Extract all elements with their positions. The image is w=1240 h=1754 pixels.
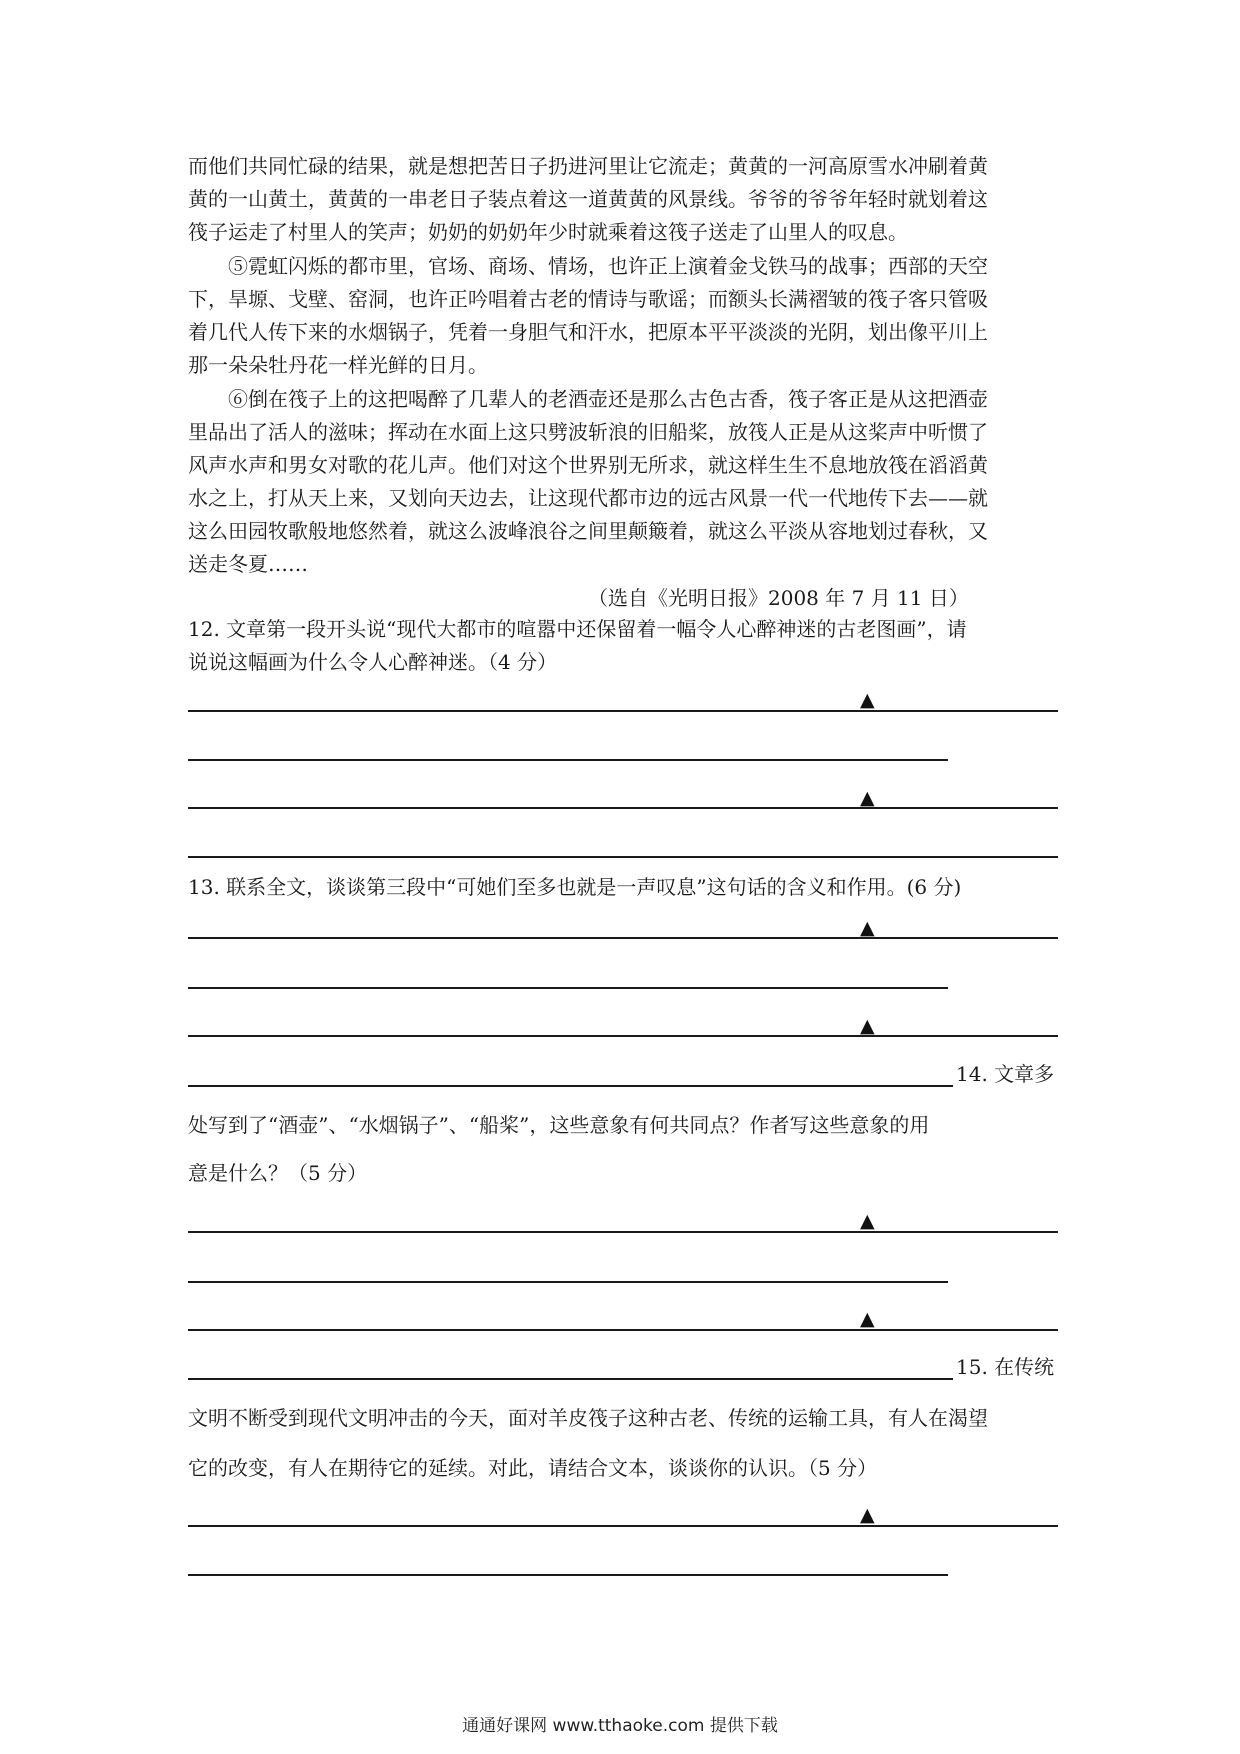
triangle-marker-icon: ▲: [860, 917, 875, 939]
answer-line[interactable]: [188, 1231, 1058, 1233]
question-15-line: 它的改变，有人在期待它的延续。对此，请结合文本，谈谈你的认识。（5 分）: [188, 1456, 878, 1480]
page-footer: 通通好课网 www.tthaoke.com 提供下载: [462, 1716, 778, 1736]
triangle-marker-icon: ▲: [860, 787, 875, 809]
triangle-marker-icon: ▲: [860, 689, 875, 711]
passage-line: ⑤霓虹闪烁的都市里，官场、商场、情场，也许正上演着金戈铁马的战事；西部的天空: [228, 254, 988, 278]
passage-line: 水之上，打从天上来，又划向天边去，让这现代都市边的远古风景一代一代地传下去——就: [188, 486, 988, 510]
answer-line[interactable]: [188, 1281, 948, 1283]
answer-line[interactable]: [188, 987, 948, 989]
answer-line[interactable]: [188, 1574, 948, 1576]
passage-line: 着几代人传下来的水烟锅子，凭着一身胆气和汗水，把原本平平淡淡的光阴，划出像平川上: [188, 320, 988, 344]
passage-line: 而他们共同忙碌的结果，就是想把苦日子扔进河里让它流走；黄黄的一河高原雪水冲刷着黄: [188, 154, 988, 178]
question-14-line: 意是什么？（5 分）: [188, 1161, 368, 1185]
question-13-line: 13. 联系全文，谈谈第三段中“可她们至多也就是一声叹息”这句话的含义和作用。(6 分): [188, 875, 962, 899]
answer-line[interactable]: [188, 856, 1058, 858]
question-15-line: 文明不断受到现代文明冲击的今天，面对羊皮筏子这种古老、传统的运输工具，有人在渴望: [188, 1406, 988, 1430]
passage-line: 风声水声和男女对歌的花儿声。他们对这个世界别无所求，就这样生生不息地放筏在滔滔黄: [188, 453, 988, 477]
passage-line: 黄的一山黄土，黄黄的一串老日子装点着这一道黄黄的风景线。爷爷的爷爷年轻时就划着这: [188, 187, 988, 211]
triangle-marker-icon: ▲: [860, 1308, 875, 1330]
passage-line: 这么田园牧歌般地悠然着，就这么波峰浪谷之间里颠簸着，就这么平淡从容地划过春秋，又: [188, 519, 988, 543]
source-citation: （选自《光明日报》2008 年 7 月 11 日）: [588, 586, 969, 610]
answer-line[interactable]: [188, 1085, 953, 1087]
question-12-line: 说说这幅画为什么令人心醉神迷。（4 分）: [188, 650, 558, 674]
passage-line: ⑥倒在筏子上的这把喝醉了几辈人的老酒壶还是那么古色古香，筏子客正是从这把酒壶: [228, 387, 988, 411]
question-12-line: 12. 文章第一段开头说“现代大都市的喧嚣中还保留着一幅令人心醉神迷的古老图画”，请: [188, 617, 967, 641]
passage-line: 那一朵朵牡丹花一样光鲜的日月。: [188, 353, 488, 377]
answer-line[interactable]: [188, 1525, 1058, 1527]
answer-line[interactable]: [188, 710, 1058, 712]
answer-line[interactable]: [188, 937, 1058, 939]
question-14-line: 14. 文章多: [956, 1062, 1055, 1086]
triangle-marker-icon: ▲: [860, 1015, 875, 1037]
answer-line[interactable]: [188, 1378, 953, 1380]
answer-line[interactable]: [188, 759, 948, 761]
answer-line[interactable]: [188, 1035, 1058, 1037]
triangle-marker-icon: ▲: [860, 1210, 875, 1232]
answer-line[interactable]: [188, 807, 1058, 809]
passage-line: 下，旱塬、戈壁、窑洞，也许正吟唱着古老的情诗与歌谣；而额头长满褶皱的筏子客只管吸: [188, 287, 988, 311]
question-15-line: 15. 在传统: [956, 1355, 1055, 1379]
passage-line: 送走冬夏……: [188, 552, 308, 576]
question-14-line: 处写到了“酒壶”、“水烟锅子”、“船桨”，这些意象有何共同点？作者写这些意象的用: [188, 1113, 930, 1137]
answer-line[interactable]: [188, 1329, 1058, 1331]
passage-line: 里品出了活人的滋味；挥动在水面上这只劈波斩浪的旧船桨，放筏人正是从这桨声中听惯了: [188, 420, 988, 444]
triangle-marker-icon: ▲: [860, 1504, 875, 1526]
passage-line: 筏子运走了村里人的笑声；奶奶的奶奶年少时就乘着这筏子送走了山里人的叹息。: [188, 220, 908, 244]
